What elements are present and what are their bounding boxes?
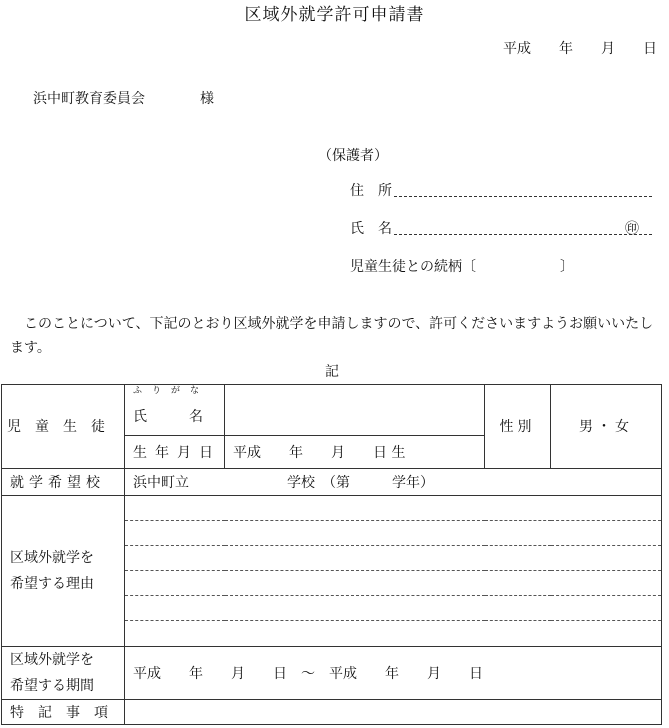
student-name-field[interactable] — [225, 385, 485, 436]
reason-line[interactable] — [125, 520, 662, 545]
addressee: 浜中町教育委員会 — [33, 91, 145, 107]
birth-value[interactable]: 平成 年 月 日 生 — [225, 435, 485, 468]
reason-line[interactable] — [125, 545, 662, 570]
school-value[interactable]: 浜中町立 学校 （第 学年） — [125, 468, 662, 495]
reason-label-line2: 希望する理由 — [10, 575, 94, 592]
period-label-line1: 区域外就学を — [10, 651, 94, 668]
address-line[interactable] — [394, 196, 652, 197]
furigana-label: ふりがな — [125, 385, 225, 398]
notes-label: 特記事項 — [2, 699, 125, 724]
application-table — [1, 384, 662, 725]
address-label: 住 所 — [350, 183, 392, 199]
name-label: 氏 名 — [350, 221, 392, 237]
document-title: 区域外就学許可申請書 — [244, 5, 425, 25]
school-label: 就学希望校 — [2, 468, 125, 495]
notes-field[interactable] — [125, 699, 662, 724]
seal-mark: ㊞ — [625, 221, 639, 237]
reason-line[interactable] — [125, 495, 662, 520]
student-label: 児童生徒 — [2, 385, 125, 469]
period-label-line2: 希望する期間 — [10, 677, 94, 694]
ki-heading: 記 — [325, 364, 339, 380]
name-line[interactable] — [394, 234, 652, 235]
reason-line[interactable] — [125, 570, 662, 595]
period-label — [2, 646, 125, 699]
birth-label: 生年月日 — [125, 435, 225, 468]
guardian-heading: （保護者） — [318, 148, 388, 164]
reason-line[interactable] — [125, 620, 662, 646]
gender-label: 性別 — [485, 385, 551, 469]
addressee-suffix: 様 — [200, 91, 214, 107]
reason-label — [2, 495, 125, 646]
application-date: 平成 年 月 日 — [503, 41, 657, 57]
request-text: このことについて、下記のとおり区域外就学を申請しますので、許可くださいますようお願いいたします。 — [10, 316, 654, 356]
reason-label-line1: 区域外就学を — [10, 549, 94, 566]
name-label-cell: 氏 名 — [125, 397, 225, 435]
relation-field[interactable]: 児童生徒との続柄〔 〕 — [350, 259, 574, 275]
reason-line[interactable] — [125, 595, 662, 620]
period-value[interactable]: 平成 年 月 日 ～ 平成 年 月 日 — [125, 646, 662, 699]
gender-value[interactable]: 男・女 — [551, 385, 662, 469]
